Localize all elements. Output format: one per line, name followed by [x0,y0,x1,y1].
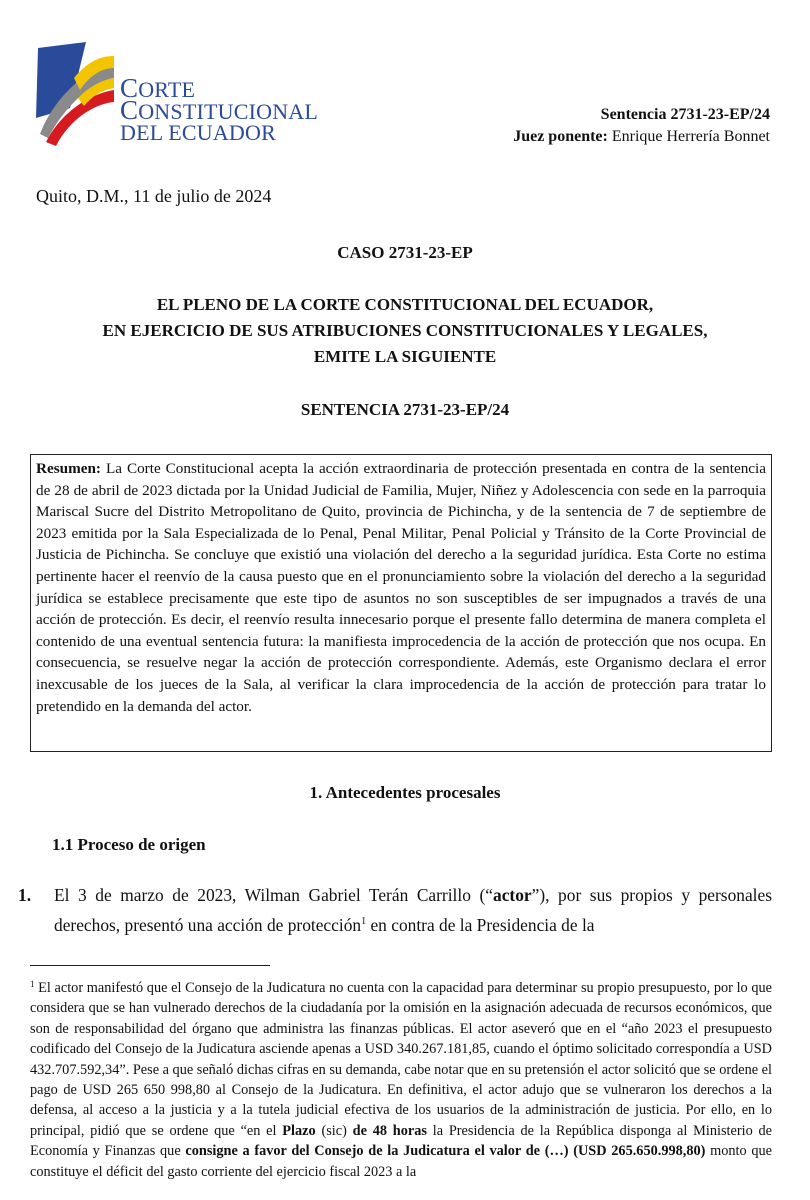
sentencia-title: SENTENCIA 2731-23-EP/24 [300,400,510,419]
paragraph-1: El 3 de marzo de 2023, Wilman Gabriel Terán Carrillo (“actor”), por sus propios y personales derechos, presentó una acción de protección$^1$ en contra de la Presidencia de la [54,885,772,935]
subsection-title: 1.1 Proceso de origen [52,835,206,854]
place-date: Quito, D.M., 11 de julio de 2024 [36,186,272,206]
summary-label: Resumen: [36,460,101,477]
pleno-heading: EL PLENO DE LA CORTE CONSTITUCIONAL DEL ECUADOR, EN EJERCICIO DE SUS ATRIBUCIONES CONSTITUCIONALES Y LEGALES, EMITE LA SIGUIENTE [102,295,708,366]
footnote-1: $^1$ El actor manifestó que el Consejo de la Judicatura no cuenta con la capacidad para determinar su propio presupuesto, por lo que considera que se han vulnerado derechos de la ciudadanía por la omisión en la asignación adecuada de recursos económicos, que son de responsabilidad del órgano que administra las finanzas públicas. El actor aseveró que en el “año 2023 el presupuesto codificado del Consejo de la Judicatura asciende apenas a USD 340.267.181,85, cuando el óptimo solicitado correspondía a USD 432.707.592,34”. Pese a que señaló dichas cifras en su demanda, cabe notar que en su pretensión el actor solicitó que se ordene el pago de USD 265 650 998,80 al Consejo de la Judicatura. En definitiva, el actor adujo que se vulneraron los derechos a la defensa, al acceso a la justicia y a la tutela judicial efectiva de los usuarios de la administración de justicia. Por ello, en lo principal, pidió que se ordene que “en el Plazo (sic) de 48 horas la Presidencia de la República disponga al Ministerio de Economía y Finanzas que consigne a favor del Consejo de la Judicatura el valor de (…) (USD 265.650.998,80) monto que constituye el déficit del gasto corriente del ejercicio fiscal 2023 a la [30,979,772,1180]
footnote-divider [30,965,270,966]
footnote-ref[interactable]: 1 [361,916,367,928]
section-title: 1. Antecedentes procesales [309,783,501,802]
judge-line: Juez ponente: Enrique Herrería Bonnet [513,128,770,145]
summary-box [30,454,772,752]
court-emblem-icon [34,38,116,148]
document-header [513,104,770,148]
case-title: CASO 2731-23-EP [337,243,473,262]
court-logo [34,38,324,158]
sentence-number: Sentencia 2731-23-EP/24 [600,106,770,123]
court-name: CORTE CONSTITUCIONAL DEL ECUADOR [120,73,319,145]
summary-text: La Corte Constitucional acepta la acción extraordinaria de protección presentada en contra de la sentencia de 28 de abril de 2023 dictada por la Unidad Judicial de Familia, Mujer, Niñez y Adolescencia con sede en la parroquia Mariscal Sucre del Distrito Metropolitano de Quito, provincia de Pichincha, y de la sentencia de 7 de septiembre de 2023 emitida por la Sala Especializada de lo Penal, Penal Militar, Penal Policial y Tránsito de la Corte Provincial de Justicia de Pichincha. Se concluye que existió una violación del derecho a la seguridad jurídica. Esta Corte no estima pertinente hacer el reenvío de la causa puesto que en el pronunciamiento sobre la violación del derecho a la seguridad jurídica se establece precisamente que este tipo de asuntos no son susceptibles de ser impugnados a través de una acción de protección. Es decir, el reenvío resulta innecesario porque el presente fallo determina de manera completa el contenido de una eventual sentencia futura: la manifiesta improcedencia de la acción de protección que nos ocupa. En consecuencia, se resuelve negar la acción de protección correspondiente. Además, este Organismo declara el error inexcusable de los jueces de la Sala, al verificar la clara improcedencia de la acción de protección para tratar lo pretendido en la demanda del actor. [36,460,767,715]
paragraph-number: 1. [18,885,32,905]
